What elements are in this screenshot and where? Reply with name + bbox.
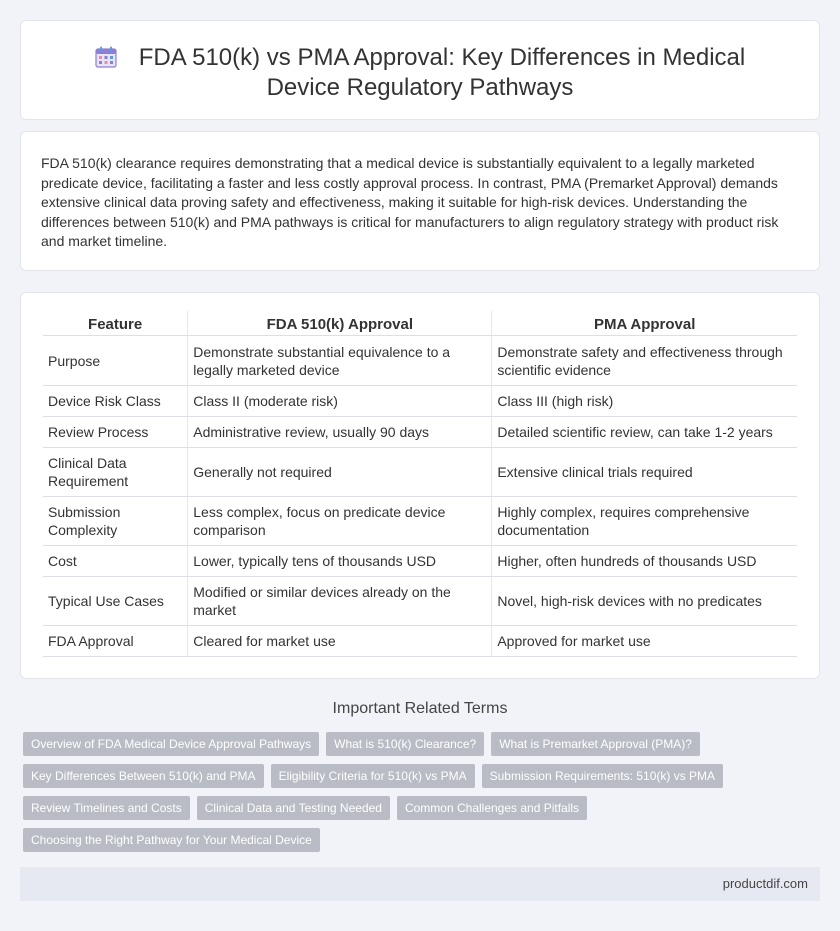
510k-cell: Lower, typically tens of thousands USD bbox=[188, 546, 492, 577]
510k-cell: Modified or similar devices already on the market bbox=[188, 577, 492, 626]
feature-cell: Typical Use Cases bbox=[43, 577, 188, 626]
feature-cell: Cost bbox=[43, 546, 188, 577]
comparison-table-card bbox=[20, 292, 820, 679]
header-card bbox=[20, 20, 820, 120]
table-header-pma: PMA Approval bbox=[492, 311, 797, 336]
related-term-tag[interactable]: Submission Requirements: 510(k) vs PMA bbox=[482, 764, 723, 788]
pma-cell: Highly complex, requires comprehensive documentation bbox=[492, 497, 797, 546]
page-title-wrap bbox=[21, 43, 819, 103]
related-terms-tags bbox=[23, 732, 823, 860]
feature-cell: Device Risk Class bbox=[43, 386, 188, 417]
tag-row bbox=[23, 828, 823, 852]
intro-paragraph: FDA 510(k) clearance requires demonstrating that a medical device is substantially equivalent to a legally marketed predicate device, facilitating a faster and less costly approval process. In contrast, PMA (Premarket Approval) demands extensive clinical data proving safety and effectiveness, making it suitable for high-risk devices. Understanding the differences between 510(k) and PMA pathways is critical for manufacturers to align regulatory strategy with product risk and market timeline. bbox=[41, 155, 779, 249]
related-term-tag[interactable]: Eligibility Criteria for 510(k) vs PMA bbox=[271, 764, 475, 788]
table-header-feature: Feature bbox=[43, 311, 188, 336]
related-term-tag[interactable]: Common Challenges and Pitfalls bbox=[397, 796, 587, 820]
footer-site-link[interactable]: productdif.com bbox=[722, 876, 808, 891]
table-row bbox=[43, 497, 797, 546]
related-term-tag[interactable]: Key Differences Between 510(k) and PMA bbox=[23, 764, 264, 788]
feature-cell: Submission Complexity bbox=[43, 497, 188, 546]
feature-cell: Clinical Data Requirement bbox=[43, 448, 188, 497]
calendar-grid-icon bbox=[95, 46, 117, 68]
table-row bbox=[43, 386, 797, 417]
table-row bbox=[43, 626, 797, 657]
pma-cell: Extensive clinical trials required bbox=[492, 448, 797, 497]
related-term-tag[interactable]: Overview of FDA Medical Device Approval Pathways bbox=[23, 732, 319, 756]
table-row bbox=[43, 577, 797, 626]
510k-cell: Class II (moderate risk) bbox=[188, 386, 492, 417]
table-row bbox=[43, 336, 797, 386]
pma-cell: Demonstrate safety and effectiveness through scientific evidence bbox=[492, 336, 797, 386]
tag-row bbox=[23, 796, 823, 820]
feature-cell: FDA Approval bbox=[43, 626, 188, 657]
510k-cell: Demonstrate substantial equivalence to a legally marketed device bbox=[188, 336, 492, 386]
footer bbox=[20, 867, 820, 901]
related-term-tag[interactable]: What is 510(k) Clearance? bbox=[326, 732, 484, 756]
table-row bbox=[43, 546, 797, 577]
table-row bbox=[43, 417, 797, 448]
pma-cell: Approved for market use bbox=[492, 626, 797, 657]
intro-card bbox=[20, 131, 820, 271]
pma-cell: Class III (high risk) bbox=[492, 386, 797, 417]
tag-row bbox=[23, 732, 823, 756]
related-term-tag[interactable]: Clinical Data and Testing Needed bbox=[197, 796, 390, 820]
feature-cell: Purpose bbox=[43, 336, 188, 386]
comparison-table bbox=[43, 311, 797, 657]
page-title: FDA 510(k) vs PMA Approval: Key Differences in Medical Device Regulatory Pathways bbox=[138, 44, 746, 101]
table-header-510k: FDA 510(k) Approval bbox=[188, 311, 492, 336]
pma-cell: Detailed scientific review, can take 1-2 years bbox=[492, 417, 797, 448]
pma-cell: Novel, high-risk devices with no predicates bbox=[492, 577, 797, 626]
table-header-row bbox=[43, 311, 797, 336]
pma-cell: Higher, often hundreds of thousands USD bbox=[492, 546, 797, 577]
tag-row bbox=[23, 764, 823, 788]
table-row bbox=[43, 448, 797, 497]
feature-cell: Review Process bbox=[43, 417, 188, 448]
510k-cell: Less complex, focus on predicate device comparison bbox=[188, 497, 492, 546]
510k-cell: Cleared for market use bbox=[188, 626, 492, 657]
510k-cell: Generally not required bbox=[188, 448, 492, 497]
related-term-tag[interactable]: What is Premarket Approval (PMA)? bbox=[491, 732, 700, 756]
related-term-tag[interactable]: Choosing the Right Pathway for Your Medical Device bbox=[23, 828, 320, 852]
related-term-tag[interactable]: Review Timelines and Costs bbox=[23, 796, 190, 820]
related-terms-title: Important Related Terms bbox=[332, 700, 508, 717]
510k-cell: Administrative review, usually 90 days bbox=[188, 417, 492, 448]
